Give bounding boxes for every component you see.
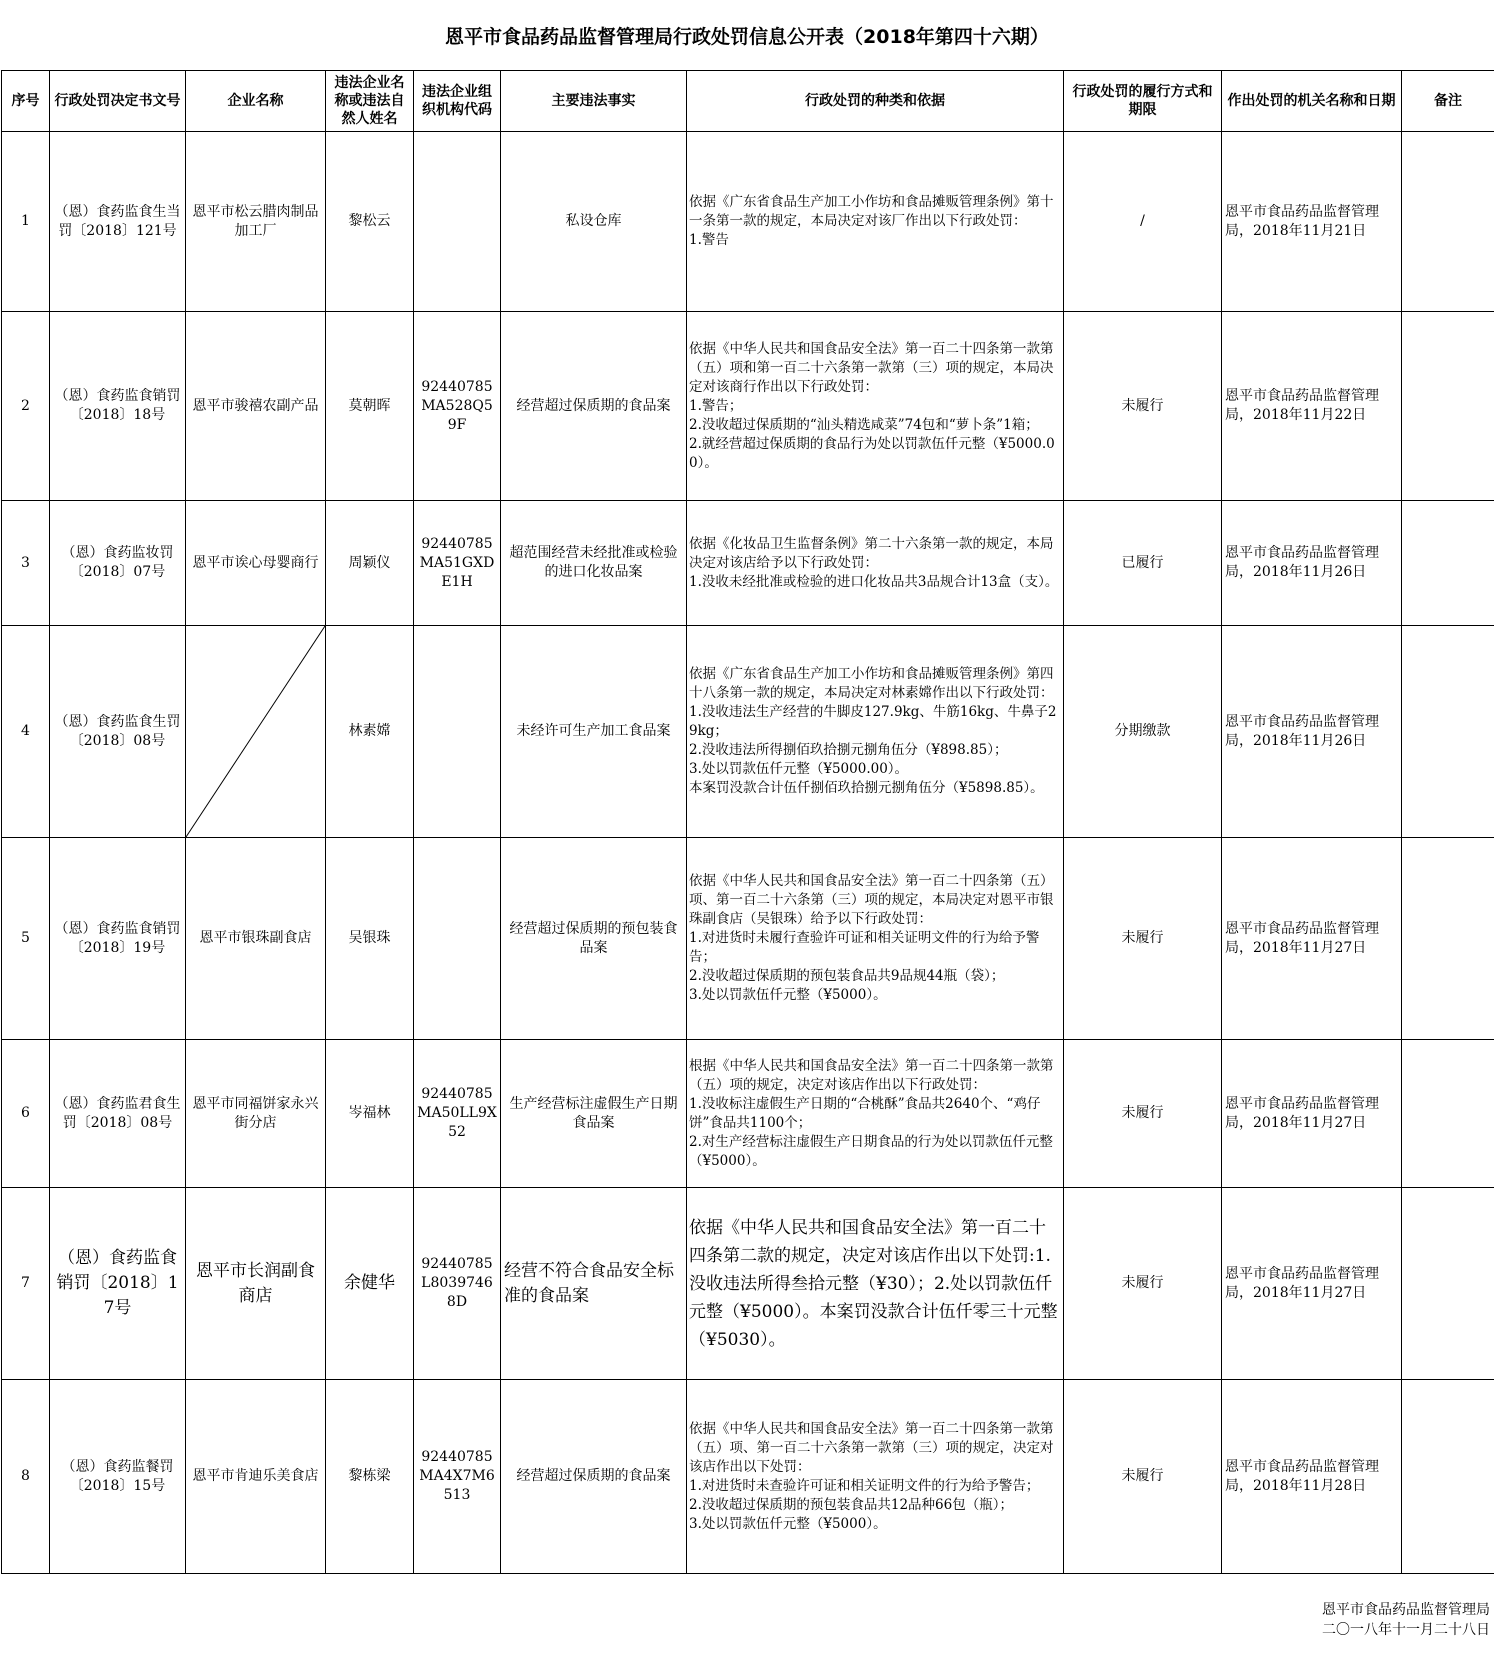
cell-seq: 3 [2,501,50,626]
basis-line: 依据《中华人民共和国食品安全法》第一百二十四条第一款第（五）项和第一百二十六条第一款第（三）项的规定，本局决定对该商行作出以下行政处罚： [689,340,1054,395]
cell-authority: 恩平市食品药品监督管理局，2018年11月27日 [1222,838,1402,1040]
basis-line: 1.警告； [689,397,743,414]
basis-line: 1.没收未经批准或检验的进口化妆品共3品规合计13盒（支）。 [689,573,1059,590]
cell-execution: / [1064,132,1222,312]
table-row [2,838,1494,1040]
cell-facts: 经营超过保质期的预包装食品案 [501,838,687,1040]
cell-remark [1402,838,1494,1040]
cell-authority: 恩平市食品药品监督管理局，2018年11月22日 [1222,312,1402,501]
table-row [2,626,1494,838]
basis-line: 2.就经营超过保质期的食品行为处以罚款伍仟元整（¥5000.00）。 [689,435,1055,471]
cell-person: 吴银珠 [326,838,414,1040]
cell-execution: 未履行 [1064,312,1222,501]
basis-line: 1.对进货时未履行查验许可证和相关证明文件的行为给予警告； [689,930,1040,965]
cell-doc-no: （恩）食药监食销罚〔2018〕19号 [50,838,186,1040]
basis-line: 本案罚没款合计伍仟捌佰玖拾捌元捌角伍分（¥5898.85）。 [689,780,1044,796]
cell-seq: 5 [2,838,50,1040]
cell-seq: 6 [2,1040,50,1188]
cell-facts: 经营超过保质期的食品案 [501,1380,687,1574]
cell-remark [1402,1380,1494,1574]
cell-company: 恩平市同福饼家永兴街分店 [186,1040,326,1188]
cell-facts: 未经许可生产加工食品案 [501,626,687,838]
cell-remark [1402,1188,1494,1380]
basis-line: 3.处以罚款伍仟元整（¥5000）。 [689,1515,887,1532]
cell-basis [687,1040,1064,1188]
footer-issuer: 恩平市食品药品监督管理局 [1322,1602,1490,1618]
basis-line: 依据《中华人民共和国食品安全法》第一百二十四条第（五）项、第一百二十六条第（三）项的规定，本局决定对恩平市银珠副食店（吴银珠）给予以下行政处罚： [689,873,1054,927]
footer-date: 二〇一八年十一月二十八日 [1322,1622,1490,1638]
basis-line: 依据《中华人民共和国食品安全法》第一百二十四条第二款的规定，决定对该店作出以下处罚:1.没收违法所得叁拾元整（¥30）；2.处以罚款伍仟元整（¥5000）。本案罚没款合计伍仟零三十元整（¥5030）。 [689,1217,1058,1350]
basis-line: 1.对进货时未查验许可证和相关证明文件的行为给予警告； [689,1477,1040,1494]
cell-facts: 超范围经营未经批准或检验的进口化妆品案 [501,501,687,626]
header-doc-no: 行政处罚决定书文号 [50,71,186,132]
basis-line: 3.处以罚款伍仟元整（¥5000）。 [689,987,887,1003]
cell-authority: 恩平市食品药品监督管理局，2018年11月26日 [1222,626,1402,838]
cell-execution: 未履行 [1064,1188,1222,1380]
header-authority: 作出处罚的机关名称和日期 [1222,71,1402,132]
cell-person: 林素嫦 [326,626,414,838]
cell-company: 恩平市肯迪乐美食店 [186,1380,326,1574]
basis-line: 2.没收超过保质期的预包装食品共9品规44瓶（袋）； [689,968,1005,984]
cell-execution: 未履行 [1064,1040,1222,1188]
table-row [2,1380,1494,1574]
cell-person: 莫朝晖 [326,312,414,501]
cell-doc-no: （恩）食药监妆罚〔2018〕07号 [50,501,186,626]
cell-seq: 8 [2,1380,50,1574]
cell-doc-no: （恩）食药监食销罚〔2018〕18号 [50,312,186,501]
footer-signature [1322,1600,1490,1640]
basis-line: 依据《广东省食品生产加工小作坊和食品摊贩管理条例》第四十八条第一款的规定，本局决定对林素嫦作出以下行政处罚： [689,666,1054,701]
page-title: 恩平市食品药品监督管理局行政处罚信息公开表（2018年第四十六期） [445,25,1049,48]
basis-line: 1.没收标注虚假生产日期的“合桃酥”食品共2640个、“鸡仔饼”食品共1100个； [689,1095,1041,1131]
cell-person: 周颖仪 [326,501,414,626]
cell-seq: 1 [2,132,50,312]
cell-execution: 未履行 [1064,1380,1222,1574]
header-company: 企业名称 [186,71,326,132]
cell-remark [1402,501,1494,626]
cell-seq: 2 [2,312,50,501]
cell-authority: 恩平市食品药品监督管理局，2018年11月26日 [1222,501,1402,626]
table-row [2,1188,1494,1380]
cell-basis [687,132,1064,312]
table-row [2,501,1494,626]
cell-basis [687,1188,1064,1380]
header-seq: 序号 [2,71,50,132]
cell-org-code: 92440785L80397468D [414,1188,501,1380]
cell-authority: 恩平市食品药品监督管理局，2018年11月27日 [1222,1040,1402,1188]
cell-person: 余健华 [326,1188,414,1380]
cell-org-code: 92440785MA528Q59F [414,312,501,501]
header-person: 违法企业名称或违法自然人姓名 [326,71,414,132]
header-facts: 主要违法事实 [501,71,687,132]
cell-basis [687,501,1064,626]
basis-line: 2.对生产经营标注虚假生产日期食品的行为处以罚款伍仟元整（¥5000）。 [689,1133,1053,1169]
diagonal-slash [186,626,325,837]
basis-line: 根据《中华人民共和国食品安全法》第一百二十四条第一款第（五）项的规定，决定对该店作出以下行政处罚： [689,1057,1054,1093]
table-row [2,132,1494,312]
cell-basis [687,626,1064,838]
cell-org-code [414,626,501,838]
cell-seq: 4 [2,626,50,838]
cell-company-empty [186,626,326,838]
cell-basis [687,312,1064,501]
basis-line: 依据《广东省食品生产加工小作坊和食品摊贩管理条例》第十一条第一款的规定，本局决定对该厂作出以下行政处罚： [689,194,1054,229]
cell-company: 恩平市骏禧农副产品 [186,312,326,501]
basis-line: 1.警告 [689,232,729,248]
cell-facts: 私设仓库 [501,132,687,312]
cell-doc-no: （恩）食药监食销罚〔2018〕17号 [50,1188,186,1380]
cell-authority: 恩平市食品药品监督管理局，2018年11月28日 [1222,1380,1402,1574]
table-row [2,1040,1494,1188]
header-basis: 行政处罚的种类和依据 [687,71,1064,132]
cell-company: 恩平市松云腊肉制品加工厂 [186,132,326,312]
cell-facts: 经营不符合食品安全标准的食品案 [501,1188,687,1380]
cell-company: 恩平市诶心母婴商行 [186,501,326,626]
basis-line: 2.没收违法所得捌佰玖拾捌元捌角伍分（¥898.85）； [689,742,1008,758]
cell-company: 恩平市长润副食商店 [186,1188,326,1380]
cell-execution: 已履行 [1064,501,1222,626]
cell-person: 岑福林 [326,1040,414,1188]
header-row [2,71,1494,132]
cell-seq: 7 [2,1188,50,1380]
header-remark: 备注 [1402,71,1494,132]
cell-doc-no: （恩）食药监君食生罚〔2018〕08号 [50,1040,186,1188]
header-execution: 行政处罚的履行方式和期限 [1064,71,1222,132]
cell-org-code: 92440785MA4X7M6513 [414,1380,501,1574]
cell-facts: 经营超过保质期的食品案 [501,312,687,501]
basis-line: 2.没收超过保质期的预包装食品共12品种66包（瓶）； [689,1496,1013,1513]
cell-remark [1402,1040,1494,1188]
cell-facts: 生产经营标注虚假生产日期食品案 [501,1040,687,1188]
cell-execution: 未履行 [1064,838,1222,1040]
header-org-code: 违法企业组织机构代码 [414,71,501,132]
basis-line: 3.处以罚款伍仟元整（¥5000.00）。 [689,761,909,777]
basis-line: 1.没收违法生产经营的牛脚皮127.9kg、牛筋16kg、牛鼻子29kg； [689,704,1057,739]
cell-execution: 分期缴款 [1064,626,1222,838]
basis-line: 依据《中华人民共和国食品安全法》第一百二十四条第一款第（五）项、第一百二十六条第一款第（三）项的规定，决定对该店作出以下处罚： [689,1420,1054,1475]
cell-org-code: 92440785MA50LL9X52 [414,1040,501,1188]
table-row [2,312,1494,501]
cell-authority: 恩平市食品药品监督管理局，2018年11月21日 [1222,132,1402,312]
basis-line: 依据《化妆品卫生监督条例》第二十六条第一款的规定，本局决定对该店给予以下行政处罚： [689,535,1054,571]
cell-doc-no: （恩）食药监餐罚〔2018〕15号 [50,1380,186,1574]
cell-person: 黎松云 [326,132,414,312]
cell-remark [1402,312,1494,501]
cell-doc-no: （恩）食药监食生当罚〔2018〕121号 [50,132,186,312]
cell-doc-no: （恩）食药监食生罚〔2018〕08号 [50,626,186,838]
cell-person: 黎栋梁 [326,1380,414,1574]
cell-org-code [414,838,501,1040]
cell-authority: 恩平市食品药品监督管理局，2018年11月27日 [1222,1188,1402,1380]
cell-basis [687,838,1064,1040]
cell-remark [1402,132,1494,312]
cell-remark [1402,626,1494,838]
penalty-table [1,70,1494,1574]
cell-company: 恩平市银珠副食店 [186,838,326,1040]
cell-org-code: 92440785MA51GXDE1H [414,501,501,626]
cell-org-code [414,132,501,312]
basis-line: 2.没收超过保质期的“汕头精选咸菜”74包和“萝卜条”1箱； [689,416,1039,433]
cell-basis [687,1380,1064,1574]
